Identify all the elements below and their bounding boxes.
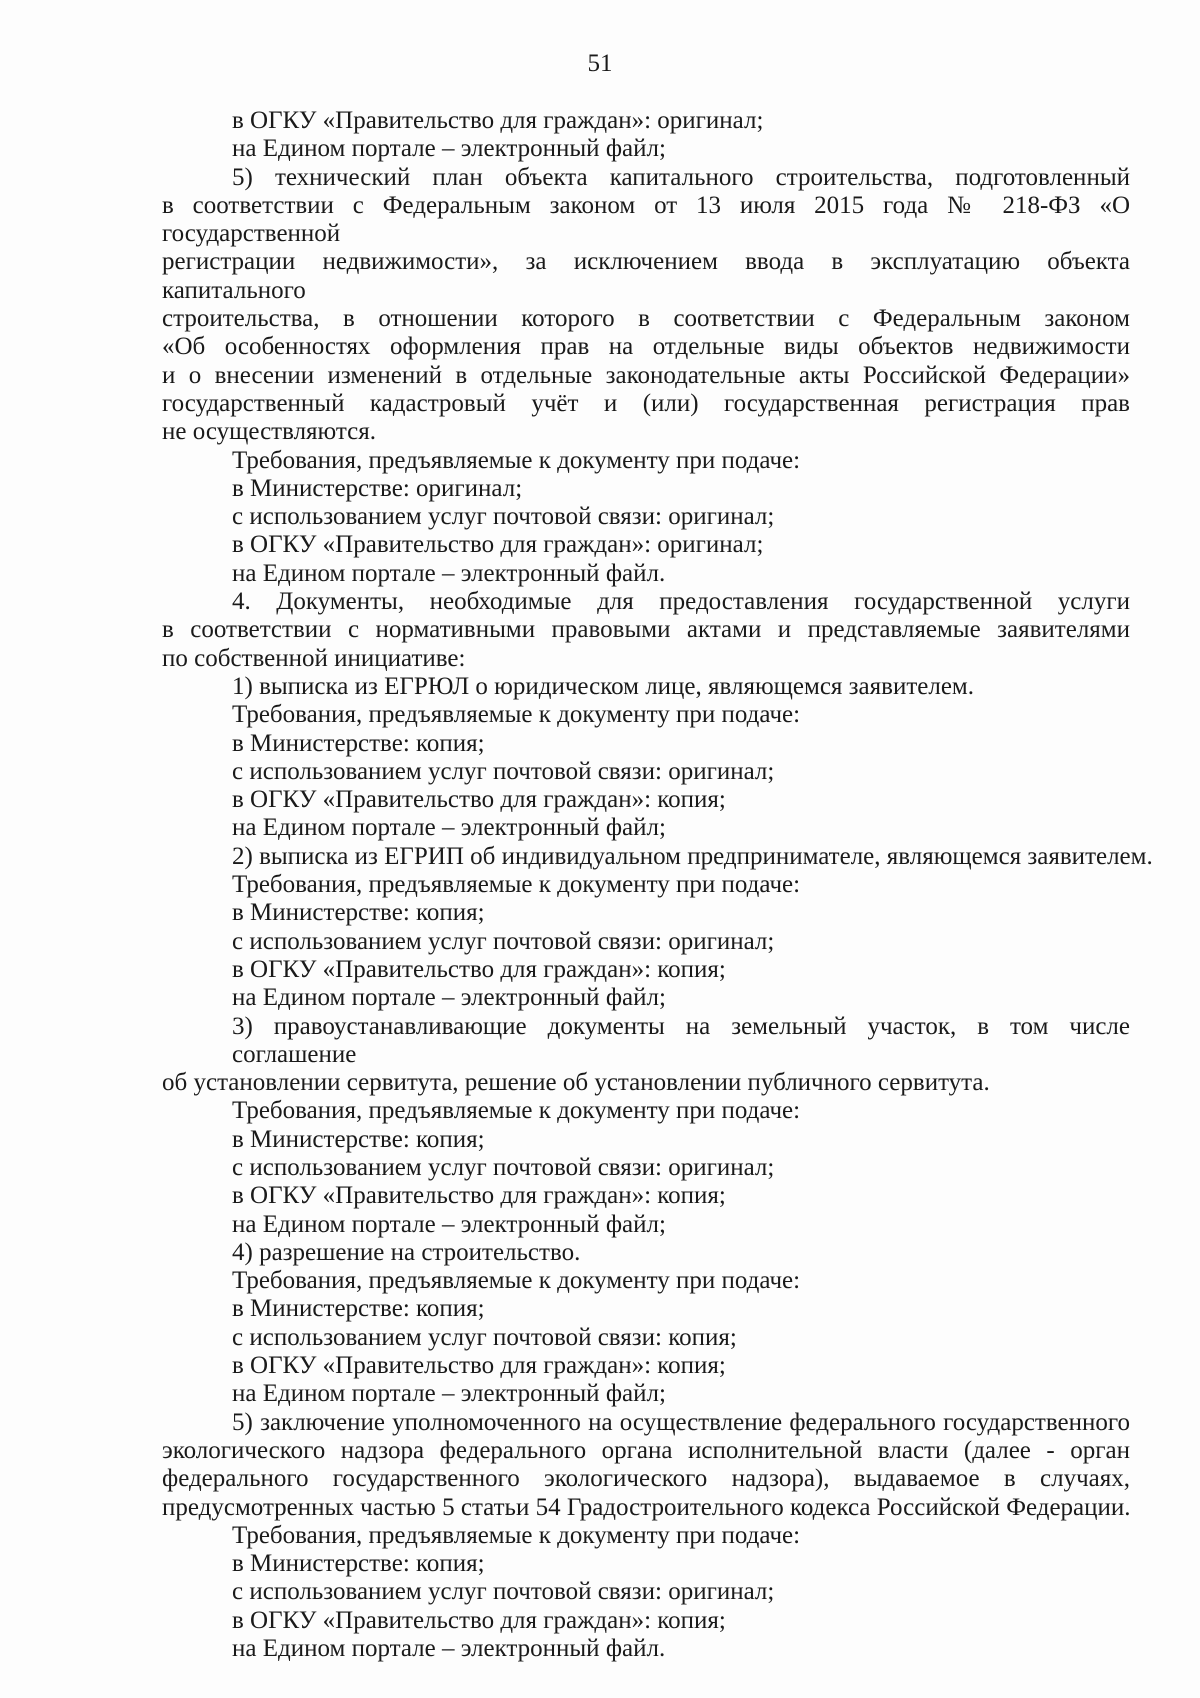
text-line: в Министерстве: копия;	[232, 1125, 485, 1153]
text-line: «Об особенностях оформления прав на отдельные виды объектов недвижимости	[162, 333, 1130, 361]
text-line: на Едином портале – электронный файл;	[232, 1380, 666, 1408]
text-line: в ОГКУ «Правительство для граждан»: копия;	[232, 1352, 726, 1380]
text-line: с использованием услуг почтовой связи: оригинал;	[232, 503, 775, 531]
document-body	[162, 107, 1153, 1663]
text-line: 1) выписка из ЕГРЮЛ о юридическом лице, являющемся заявителем.	[232, 672, 974, 700]
text-line: не осуществляются.	[162, 418, 376, 446]
text-line: в Министерстве: копия;	[232, 1295, 485, 1323]
text-line: экологического надзора федерального органа исполнительной власти (далее - орган	[162, 1436, 1130, 1464]
text-line: в ОГКУ «Правительство для граждан»: копия;	[232, 786, 726, 814]
text-line: Требования, предъявляемые к документу при подаче:	[232, 871, 801, 899]
text-line: в ОГКУ «Правительство для граждан»: копия;	[232, 955, 726, 983]
text-line: предусмотренных частью 5 статьи 54 Градостроительного кодекса Российской Федерации.	[162, 1493, 1131, 1521]
text-line: 5) технический план объекта капитального строительства, подготовленный	[232, 163, 1130, 191]
text-line: и о внесении изменений в отдельные законодательные акты Российской Федерации»	[162, 361, 1130, 389]
text-line: с использованием услуг почтовой связи: оригинал;	[232, 1153, 775, 1181]
text-line: в соответствии с Федеральным законом от 13 июля 2015 года № 218-ФЗ «О государственной	[162, 191, 1130, 248]
text-line: 4) разрешение на строительство.	[232, 1238, 581, 1266]
text-line: в Министерстве: копия;	[232, 729, 485, 757]
text-line: на Едином портале – электронный файл;	[232, 814, 666, 842]
text-line: 2) выписка из ЕГРИП об индивидуальном предпринимателе, являющемся заявителем.	[232, 842, 1153, 870]
page-number: 51	[587, 50, 613, 77]
text-line: в ОГКУ «Правительство для граждан»: оригинал;	[232, 531, 764, 559]
text-line: с использованием услуг почтовой связи: копия;	[232, 1323, 737, 1351]
text-line: регистрации недвижимости», за исключением ввода в эксплуатацию объекта капитального	[162, 248, 1130, 304]
text-line: в ОГКУ «Правительство для граждан»: копия;	[232, 1182, 726, 1210]
text-line: Требования, предъявляемые к документу при подаче:	[232, 446, 801, 474]
text-line: об установлении сервитута, решение об установлении публичного сервитута.	[162, 1069, 990, 1097]
text-line: с использованием услуг почтовой связи: оригинал;	[232, 927, 775, 955]
text-line: в ОГКУ «Правительство для граждан»: оригинал;	[232, 107, 764, 134]
text-line: 3) правоустанавливающие документы на земельный участок, в том числе соглашение	[232, 1012, 1130, 1068]
text-line: в Министерстве: оригинал;	[232, 474, 523, 502]
text-line: строительства, в отношении которого в соответствии с Федеральным законом	[162, 305, 1130, 333]
text-line: Требования, предъявляемые к документу при подаче:	[232, 701, 801, 729]
text-line: Требования, предъявляемые к документу при подаче:	[232, 1521, 801, 1549]
text-line: по собственной инициативе:	[162, 644, 466, 672]
text-line: на Едином портале – электронный файл;	[232, 984, 666, 1012]
text-line: на Едином портале – электронный файл.	[232, 1635, 666, 1663]
text-line: с использованием услуг почтовой связи: оригинал;	[232, 757, 775, 785]
text-line: 4. Документы, необходимые для предоставления государственной услуги	[232, 588, 1130, 616]
text-line: государственный кадастровый учёт и (или) государственная регистрация прав	[162, 389, 1130, 417]
text-line: в Министерстве: копия;	[232, 899, 485, 927]
text-line: в ОГКУ «Правительство для граждан»: копия;	[232, 1606, 726, 1634]
text-line: на Едином портале – электронный файл;	[232, 1210, 666, 1238]
text-line: Требования, предъявляемые к документу при подаче:	[232, 1097, 801, 1125]
text-line: на Едином портале – электронный файл.	[232, 559, 666, 587]
text-line: 5) заключение уполномоченного на осуществление федерального государственного	[232, 1408, 1130, 1436]
text-line: с использованием услуг почтовой связи: оригинал;	[232, 1578, 775, 1606]
text-line: в соответствии с нормативными правовыми актами и представляемые заявителями	[162, 616, 1130, 644]
text-line: федерального государственного экологического надзора), выдаваемое в случаях,	[162, 1465, 1130, 1493]
text-line: на Едином портале – электронный файл;	[232, 135, 666, 163]
text-line: в Министерстве: копия;	[232, 1550, 485, 1578]
text-line: Требования, предъявляемые к документу при подаче:	[232, 1267, 801, 1295]
